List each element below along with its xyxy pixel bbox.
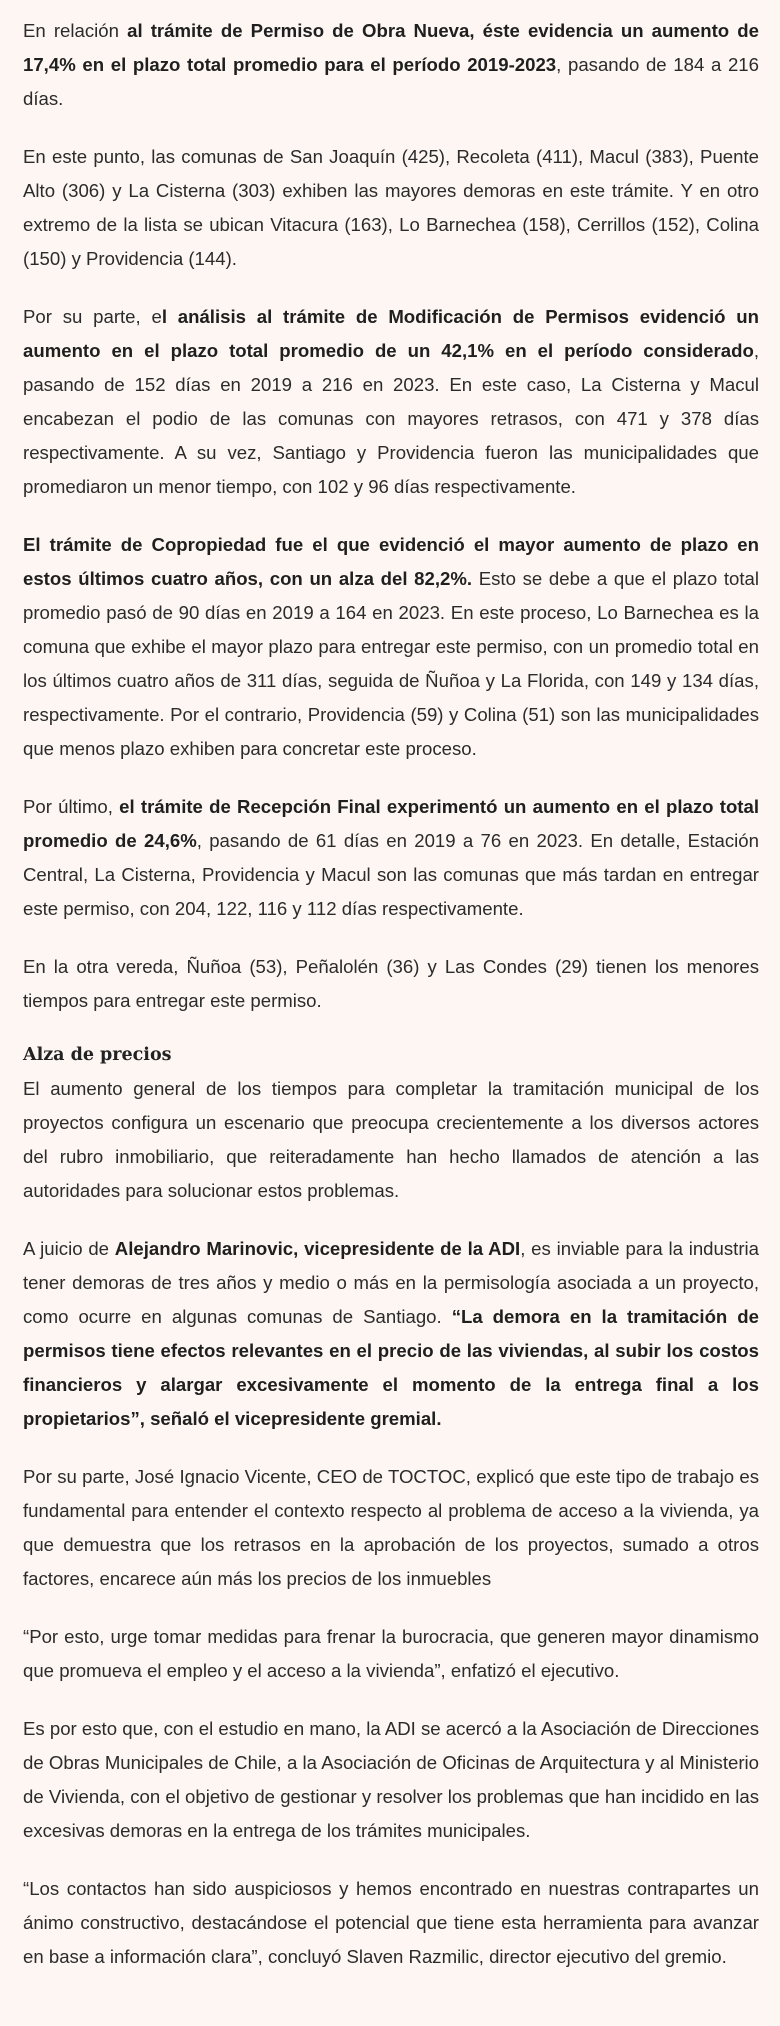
paragraph-toctoc: Por su parte, José Ignacio Vicente, CEO de TOCTOC, explicó que este tipo de trabajo es fundamental para entender el contexto respecto al problema de acceso a la vivienda, ya que demuestra que los retrasos en la aprobación de los proyectos, sumado a otros factores, encarece aún más los precios de los inmuebles (23, 1466, 759, 1589)
paragraph-comunas-obra-nueva: En este punto, las comunas de San Joaquín (425), Recoleta (411), Macul (383), Puente Alto (306) y La Cisterna (303) exhiben las mayores demoras en este trámite. Y en otro extremo de la lista se ubican Vitacura (163), Lo Barnechea (158), Cerrillos (152), Colina (150) y Providencia (144). (23, 146, 759, 269)
highlight-text: el trámite de Recepción Final experimentó un aumento en el plazo total promedio de 24,6% (23, 796, 760, 851)
paragraph-toctoc-quote: “Por esto, urge tomar medidas para frenar la burocracia, que generen mayor dinamismo que promueva el empleo y el acceso a la vivienda”, enfatizó el ejecutivo. (23, 1626, 759, 1681)
highlight-text: al trámite de Permiso de Obra Nueva, éste evidencia un aumento de 17,4% en el plazo total promedio para el período 2019-2023 (23, 20, 759, 75)
text: , pasando de 152 días en 2019 a 216 en 2023. En este caso, La Cisterna y Macul encabezan el podio de las comunas con mayores retrasos, con 471 y 378 días respectivamente. A su vez, Santiago y Providencia fueron las municipalidades que promediaron un menor tiempo, con 102 y 96 días respectivamente. (23, 340, 759, 497)
paragraph-recepcion-final (23, 790, 759, 926)
text: A juicio de (23, 1238, 115, 1259)
text: En relación (23, 20, 128, 41)
paragraph-menores-tiempos: En la otra vereda, Ñuñoa (53), Peñalolén (36) y Las Condes (29) tienen los menores tiempos para entregar este permiso. (23, 956, 759, 1011)
highlight-quote: “La demora en la tramitación de permisos tiene efectos relevantes en el precio de las viviendas, al subir los costos financieros y alargar excesivamente el momento de la entrega final a los propietarios”, señaló el vicepresidente gremial. (23, 1306, 759, 1429)
text: Por su parte, e (23, 306, 162, 327)
paragraph-razmilic-quote: “Los contactos han sido auspiciosos y hemos encontrado en nuestras contrapartes un ánimo constructivo, destacándose el potencial que tiene esta herramienta para avanzar en base a información clara”, concluyó Slaven Razmilic, director ejecutivo del gremio. (23, 1878, 759, 1967)
paragraph-modificacion-permisos (23, 300, 759, 504)
highlight-text: El trámite de Copropiedad fue el que evidenció el mayor aumento de plazo en estos últimos cuatro años, con un alza del 82,2%. (23, 534, 759, 589)
text: Esto se debe a que el plazo total promedio pasó de 90 días en 2019 a 164 en 2023. En este proceso, Lo Barnechea es la comuna que exhibe el mayor plazo para entregar este permiso, con un promedio total en los últimos cuatro años de 311 días, seguida de Ñuñoa y La Florida, con 149 y 134 días, respectivamente. Por el contrario, Providencia (59) y Colina (51) son las municipalidades que menos plazo exhiben para concretar este proceso. (23, 568, 760, 759)
paragraph-obra-nueva (23, 14, 759, 116)
paragraph-copropiedad (23, 528, 759, 766)
section-heading: Alza de precios (23, 1045, 172, 1065)
text: Por último, (23, 796, 120, 817)
highlight-text: Alejandro Marinovic, vicepresidente de la ADI (114, 1238, 521, 1259)
text: , pasando de 61 días en 2019 a 76 en 2023. En detalle, Estación Central, La Cisterna, Providencia y Macul son las comunas que más tardan en entregar este permiso, con 204, 122, 116 y 112 días respectivamente. (23, 830, 759, 919)
highlight-text: l análisis al trámite de Modificación de Permisos evidenció un aumento en el plazo total promedio de un 42,1% en el período considerado (23, 306, 759, 361)
paragraph-aumento-general: El aumento general de los tiempos para completar la tramitación municipal de los proyectos configura un escenario que preocupa crecientemente a los diversos actores del rubro inmobiliario, que reiteradamente han hecho llamados de atención a las autoridades para solucionar estos problemas. (23, 1078, 759, 1201)
text: , es inviable para la industria tener demoras de tres años y medio o más en la permisología asociada a un proyecto, como ocurre en algunas comunas de Santiago. (23, 1238, 759, 1327)
paragraph-adi-gestion: Es por esto que, con el estudio en mano, la ADI se acercó a la Asociación de Direcciones de Obras Municipales de Chile, a la Asociación de Oficinas de Arquitectura y al Ministerio de Vivienda, con el objetivo de gestionar y resolver los problemas que han incidido en las excesivas demoras en la entrega de los trámites municipales. (23, 1718, 759, 1841)
text: , pasando de 184 a 216 días. (23, 54, 759, 109)
paragraph-marinovic-quote (23, 1232, 759, 1436)
